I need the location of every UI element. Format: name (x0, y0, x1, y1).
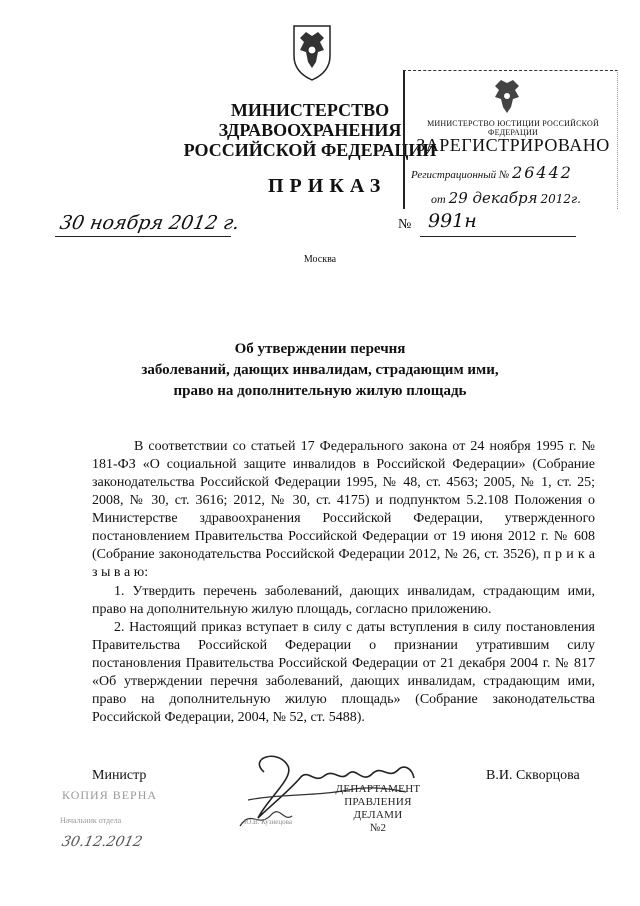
dept-line4: №2 (369, 822, 387, 834)
clause-1: 1. Утвердить перечень заболеваний, дающих инвалидам, страдающим ими, право на дополнительную жилую площадь, согласно приложению. (92, 584, 595, 617)
copy-stamp-title: КОПИЯ ВЕРНА (62, 788, 158, 802)
stamp-number-value: 26442 (512, 163, 573, 182)
dept-line1: ДЕПАРТАМЕНТ (335, 783, 421, 795)
copy-stamp (52, 786, 232, 906)
dept-line2: ПРАВЛЕНИЯ (344, 796, 412, 808)
city: Москва (303, 254, 337, 265)
dept-line3: ДЕЛАМИ (353, 809, 403, 821)
stamp-date-year: 2012г. (540, 192, 581, 206)
subject-line1: Об утверждении перечня (234, 341, 406, 357)
order-number: 991н (428, 210, 477, 232)
preamble-paragraph: В соответствии со статьей 17 Федерального закона от 24 ноября 1995 г. № 181-ФЗ «О социальной защите инвалидов в Российской Федерации» (Собрание законодательства Российской Федерации 1995, № 48, ст. 4563; 2005, № 1, ст. 25; 2008, № 30, ст. 3616; 2012, № 30, ст. 4175) и подпунктом 5.2.108 Положения о Министерстве здравоохранения Российской Федерации, утвержденного постановлением Правительства Российской Федерации от 19 июня 2012 г. № 608 (Собрание законодательства Российской Федерации 2012, № 26, ст. 3526), п р и к а з ы в а ю: (92, 439, 595, 580)
ministry-line1: МИНИСТЕРСТВО ЗДРАВООХРАНЕНИЯ (218, 100, 402, 140)
subject-line3: право на дополнительную жилую площадь (173, 383, 467, 399)
clause-2: 2. Настоящий приказ вступает в силу с даты вступления в силу постановления Правительства Российской Федерации о признании утратившим силу постановления Правительства Российской Федерации от 21 декабря 2004 г. № 817 «Об утверждении перечня заболеваний, дающих инвалидам, страдающим ими, право на дополнительную жилую площадь» (Собрание законодательства Российской Федерации, 2004, № 52, ст. 5488). (92, 620, 595, 725)
copy-stamp-handwriting: 30.12.2012 (60, 834, 144, 850)
signer-position: Министр (92, 768, 147, 783)
stamp-number-row (411, 163, 617, 182)
ministry-line2: РОССИЙСКОЙ ФЕДЕРАЦИИ (183, 140, 437, 160)
signer-name: В.И. Скворцова (486, 768, 580, 783)
subject-line2: заболеваний, дающих инвалидам, страдающим ими, (141, 362, 499, 378)
stamp-number-label: Регистрационный № (411, 169, 510, 181)
registration-stamp (403, 70, 618, 209)
department-stamp (332, 783, 424, 859)
stamp-date-prefix: от (431, 192, 446, 206)
number-underline (420, 236, 576, 237)
copy-stamp-fio: Ю.В. Кузнецова (244, 818, 292, 826)
copy-stamp-position: Начальник отдела (60, 816, 122, 825)
stamp-title: ЗАРЕГИСТРИРОВАНО (416, 135, 610, 155)
date-underline (55, 236, 231, 237)
number-sign: № (398, 217, 412, 232)
stamp-date-value: 29 декабря (448, 189, 538, 207)
stamp-emblem-icon (487, 77, 527, 117)
order-title: ПРИКАЗ (268, 175, 387, 197)
order-date: 30 ноября 2012 г. (58, 212, 242, 234)
stamp-date-row (431, 189, 617, 207)
order-subject (110, 339, 530, 402)
coat-of-arms-icon (288, 22, 336, 82)
stamp-ministry: МИНИСТЕРСТВО ЮСТИЦИИ РОССИЙСКОЙ ФЕДЕРАЦИИ (427, 119, 599, 137)
